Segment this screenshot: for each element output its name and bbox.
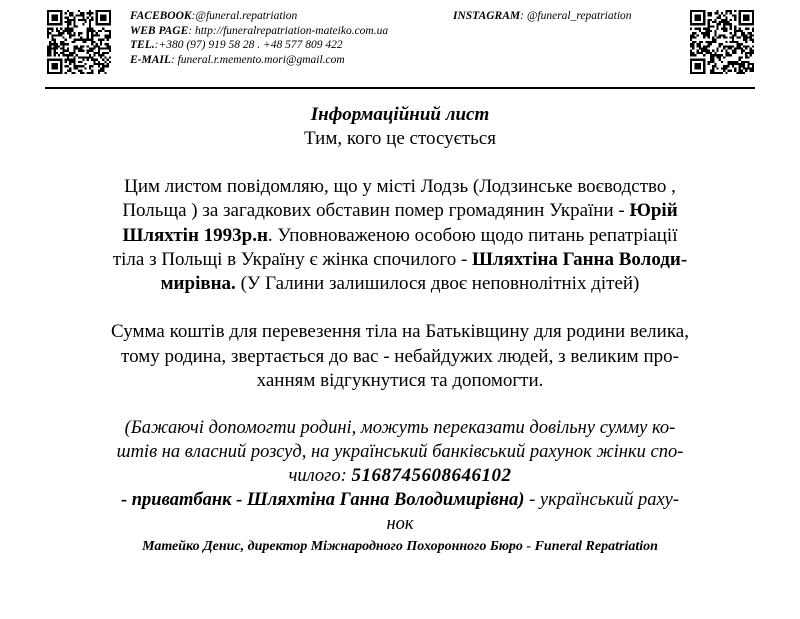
email-label: E-MAIL xyxy=(130,53,171,66)
deceased-first-name: Юрій xyxy=(629,200,678,222)
facebook-row xyxy=(130,9,675,24)
webpage-row xyxy=(130,24,675,39)
qr-code-icon xyxy=(690,10,754,74)
paragraph-announcement xyxy=(45,175,755,296)
tel-row xyxy=(130,38,675,53)
qr-code-icon xyxy=(47,10,111,74)
p1-text-2: Польща ) за загадкових обставин помер громадянин України - xyxy=(122,200,630,222)
card-number: 5168745608646102 xyxy=(351,465,512,487)
webpage-value: : http://funeralrepatriation-mateiko.com.ua xyxy=(188,24,389,37)
facebook-value: :@funeral.repatriation xyxy=(191,10,298,22)
authorized-person-name-end: мирівна. xyxy=(160,273,236,295)
header-divider xyxy=(45,87,755,89)
p3-text-1: - український раху- xyxy=(524,490,680,511)
tel-value: :+380 (97) 919 58 28 . +48 577 809 422 xyxy=(154,39,343,52)
bank-recipient: - приватбанк - Шляхтіна Ганна Володимирівна) xyxy=(120,490,525,511)
qr-code-right xyxy=(690,10,754,74)
webpage-label: WEB PAGE xyxy=(130,24,189,37)
email-row xyxy=(130,53,675,68)
instagram-label: INSTAGRAM xyxy=(453,10,521,22)
p3-line-3: чилого: xyxy=(288,466,352,487)
letter-body xyxy=(45,103,755,556)
p2-line-1: Сумма коштів для перевезення тіла на Батьківщину для родини велика, xyxy=(111,321,689,343)
p2-line-2: тому родина, звертається до вас - небайдужих людей, з великим про- xyxy=(121,345,679,367)
p3-line-2: штів на власний розсуд, на український банківський рахунок жінки спо- xyxy=(116,442,684,463)
signature-line: Матейко Денис, директор Міжнародного Похоронного Бюро - Funeral Repatriation xyxy=(142,539,658,555)
qr-code-left xyxy=(47,10,111,74)
instagram-row xyxy=(453,9,632,24)
p1-text-5: (У Галини залишилося двоє неповнолітніх дітей) xyxy=(235,273,640,295)
deceased-name-year: Шляхтін 1993р.н xyxy=(122,224,268,246)
paragraph-request xyxy=(45,320,755,393)
p1-text-1: Цим листом повідомляю, що у місті Лодзь (Лодзинське воєводство , xyxy=(124,176,676,197)
email-value: : funeral.r.memento.mori@gmail.com xyxy=(170,53,345,66)
p3-line-1: (Бажаючі допомогти родині, можуть переказати довільну сумму ко- xyxy=(124,418,676,439)
paragraph-bank-details xyxy=(45,416,755,536)
p1-text-3: . Уповноваженою особою щодо питань репатріації xyxy=(267,224,678,246)
p2-line-3: ханням відгукнутися та допомогти. xyxy=(256,370,544,392)
facebook-label: FACEBOOK xyxy=(130,10,192,22)
tel-label: TEL. xyxy=(130,39,155,52)
letter-subtitle: Тим, кого це стосується xyxy=(304,128,496,149)
p3-text-2: нок xyxy=(386,514,414,535)
contact-block xyxy=(130,9,675,67)
instagram-value: : @funeral_repatriation xyxy=(520,10,632,22)
p1-text-4: тіла з Польщі в Україну є жінка спочилого - xyxy=(112,248,473,270)
authorized-person-name: Шляхтіна Ганна Володи- xyxy=(472,248,688,270)
letter-title: Інформаційний лист xyxy=(310,104,490,125)
